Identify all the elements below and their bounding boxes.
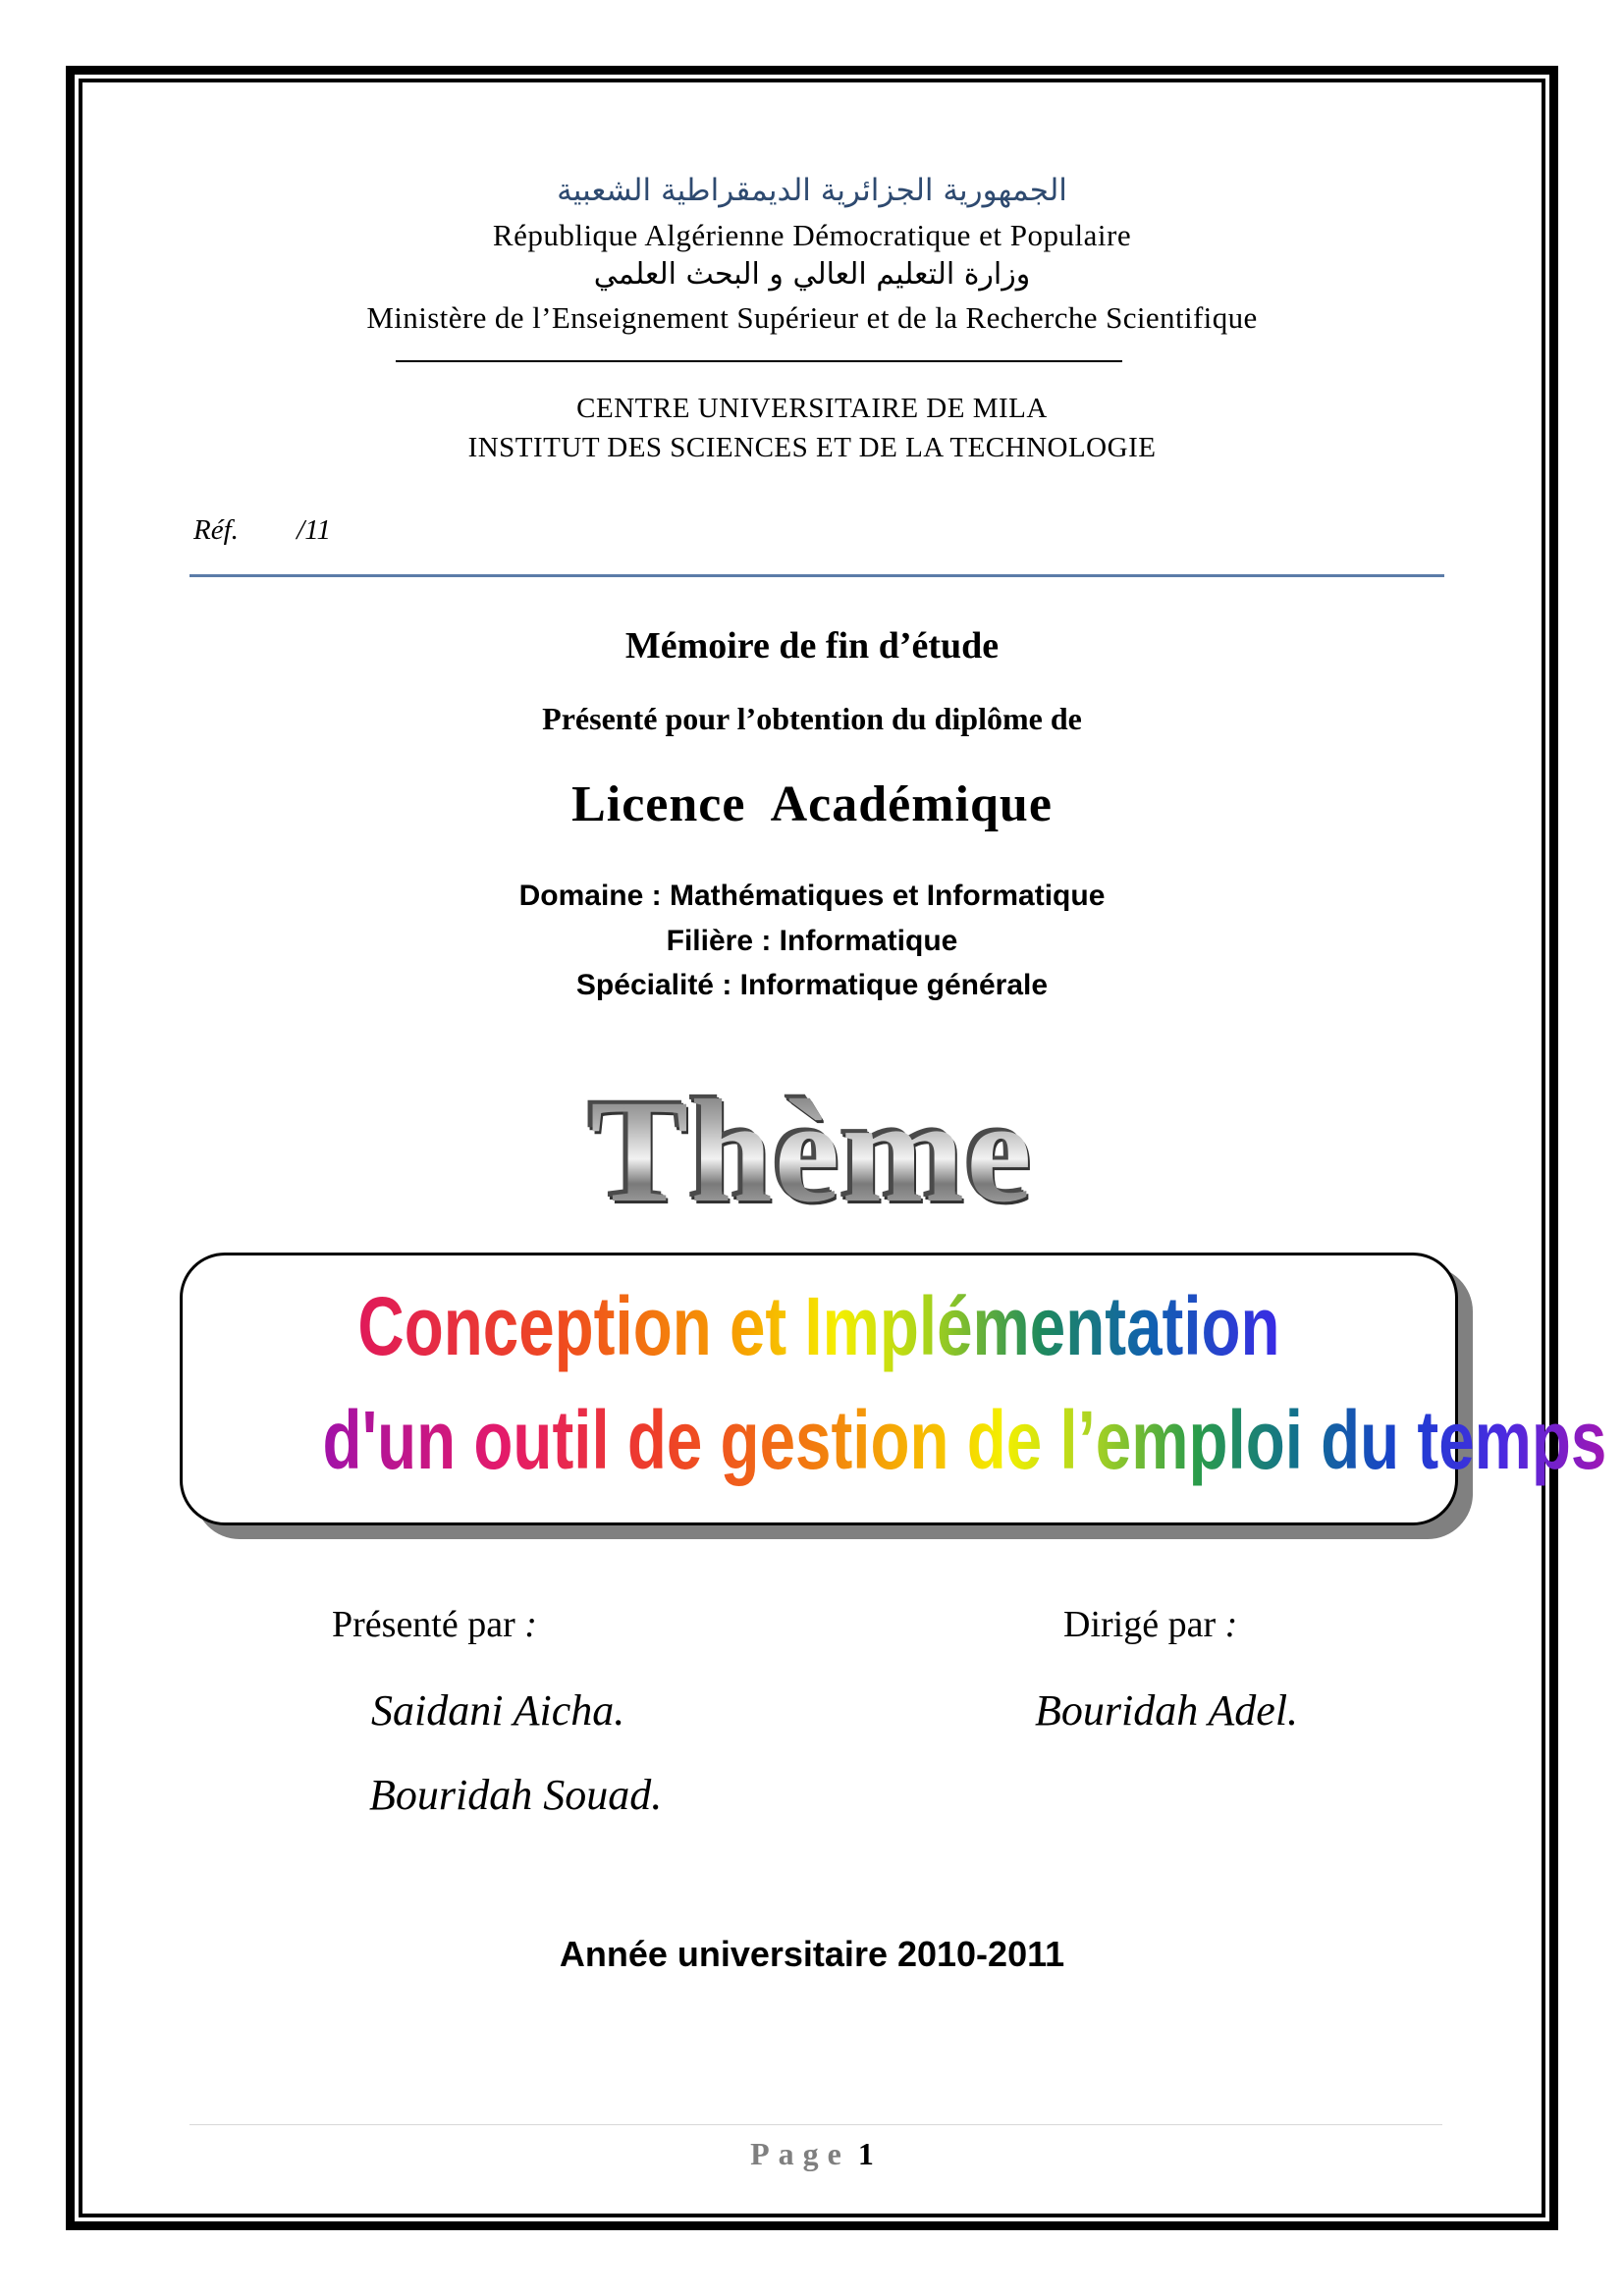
directed-by-label: [1063, 1603, 1237, 1646]
domain-line: Domaine : Mathématiques et Informatique: [518, 880, 1106, 912]
footer-divider: [189, 2124, 1442, 2125]
title-line-2: d'un outil de gestion de l’emploi du temps: [322, 1394, 1607, 1486]
degree-title: Licence Académique: [571, 776, 1053, 832]
academic-year: Année universitaire 2010-2011: [559, 1934, 1065, 1974]
student-name: Saidani Aicha.: [371, 1686, 625, 1735]
reference-label: Réf.: [193, 514, 239, 546]
reference-value: /11: [297, 514, 332, 546]
french-republic-heading: République Algérienne Démocratique et Populaire: [492, 218, 1132, 252]
page-number: [0, 2136, 1624, 2172]
section-divider: [189, 574, 1444, 577]
title-line-1: Conception et Implémentation: [357, 1280, 1280, 1372]
thesis-type: Mémoire de fin d’étude: [624, 625, 1000, 667]
specialty-line: Spécialité : Informatique générale: [575, 969, 1049, 1001]
directed-by-text: Dirigé par: [1063, 1604, 1217, 1645]
presented-by-colon: :: [514, 1604, 537, 1645]
student-name: Bouridah Souad.: [369, 1771, 663, 1819]
institute-name: INSTITUT DES SCIENCES ET DE LA TECHNOLOGIE: [467, 432, 1157, 463]
page-value: 1: [857, 2136, 874, 2171]
institution-name: CENTRE UNIVERSITAIRE DE MILA: [576, 393, 1048, 424]
presented-by-text: Présenté par: [332, 1604, 515, 1645]
arabic-republic-heading: الجمهورية الجزائرية الديمقراطية الشعبية: [557, 173, 1067, 208]
title-box: [180, 1253, 1607, 1525]
presented-by-label: [332, 1603, 537, 1646]
supervisor-name: Bouridah Adel.: [1035, 1686, 1299, 1735]
thesis-purpose: Présenté pour l’obtention du diplôme de: [542, 701, 1082, 736]
theme-heading: Thème: [590, 1070, 1034, 1233]
title-line-2-wrap: [322, 1393, 1607, 1488]
theme-heading-wrap: [0, 1070, 1624, 1233]
field-line: Filière : Informatique: [666, 925, 958, 957]
arabic-ministry-heading: وزارة التعليم العالي و البحث العلمي: [593, 257, 1031, 292]
title-line-1-wrap: [323, 1279, 1316, 1374]
header-divider: [396, 360, 1122, 362]
reference: [193, 514, 331, 547]
french-ministry-heading: Ministère de l’Enseignement Supérieur et de la Recherche Scientifique: [366, 300, 1258, 335]
directed-by-colon: :: [1216, 1604, 1238, 1645]
page-label: Page: [750, 2136, 850, 2171]
